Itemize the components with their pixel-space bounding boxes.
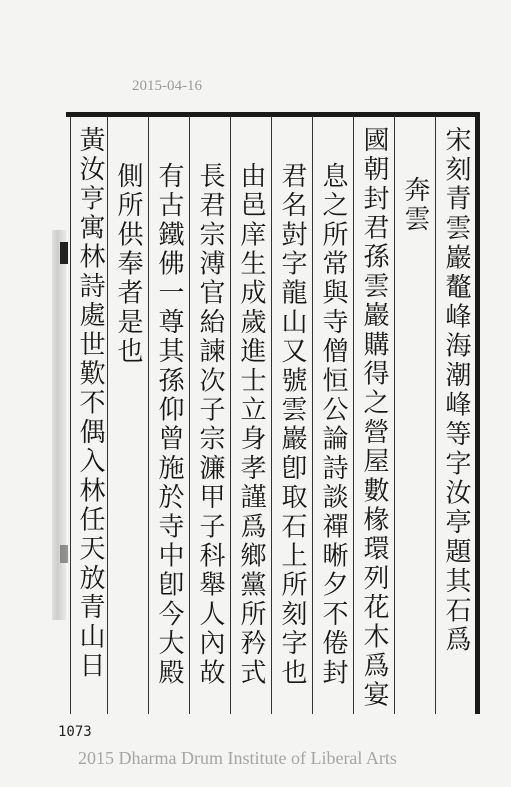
text-column-1: 宋刻青雲巖鼇峰海潮峰等字汝亭題其石爲 [441,126,471,656]
column-rule [353,116,354,714]
column-rule [271,116,272,714]
text-column-10: 黃汝亨寓林詩處世歎不偶入林任天放青山日 [75,126,105,681]
column-rule [312,116,313,714]
scan-date-stamp: 2015-04-16 [132,78,202,94]
text-column-3: 國朝封君孫雲巖購得之營屋數椽環列花木爲宴 [359,126,389,710]
text-column-9: 側所供奉者是也 [113,162,143,367]
column-rule [394,116,395,714]
column-rule [189,116,190,714]
text-column-7: 長君宗溥官紿諫次子宗濂甲子科舉人內故 [195,162,225,688]
column-rule [230,116,231,714]
column-rule [70,116,71,714]
column-rule [148,116,149,714]
text-column-5: 君名尌字龍山又號雲巖卽取石上所刻字也 [277,162,307,688]
page-number: 1073 [58,724,92,740]
text-column-2: 奔雲 [400,176,430,235]
text-column-8: 有古鐵佛一尊其孫仰曾施於寺中卽今大殿 [154,162,184,688]
watermark: 2015 Dharma Drum Institute of Liberal Arts [78,748,397,768]
text-column-6: 由邑庠生成歲進士立身孝謹爲鄉黨所矜式 [236,162,266,688]
binding-mark-lower [60,545,68,563]
column-rule [435,116,436,714]
text-column-4: 息之所常與寺僧恒公論詩談禪晰夕不倦封 [318,162,348,688]
binding-mark [60,242,68,264]
